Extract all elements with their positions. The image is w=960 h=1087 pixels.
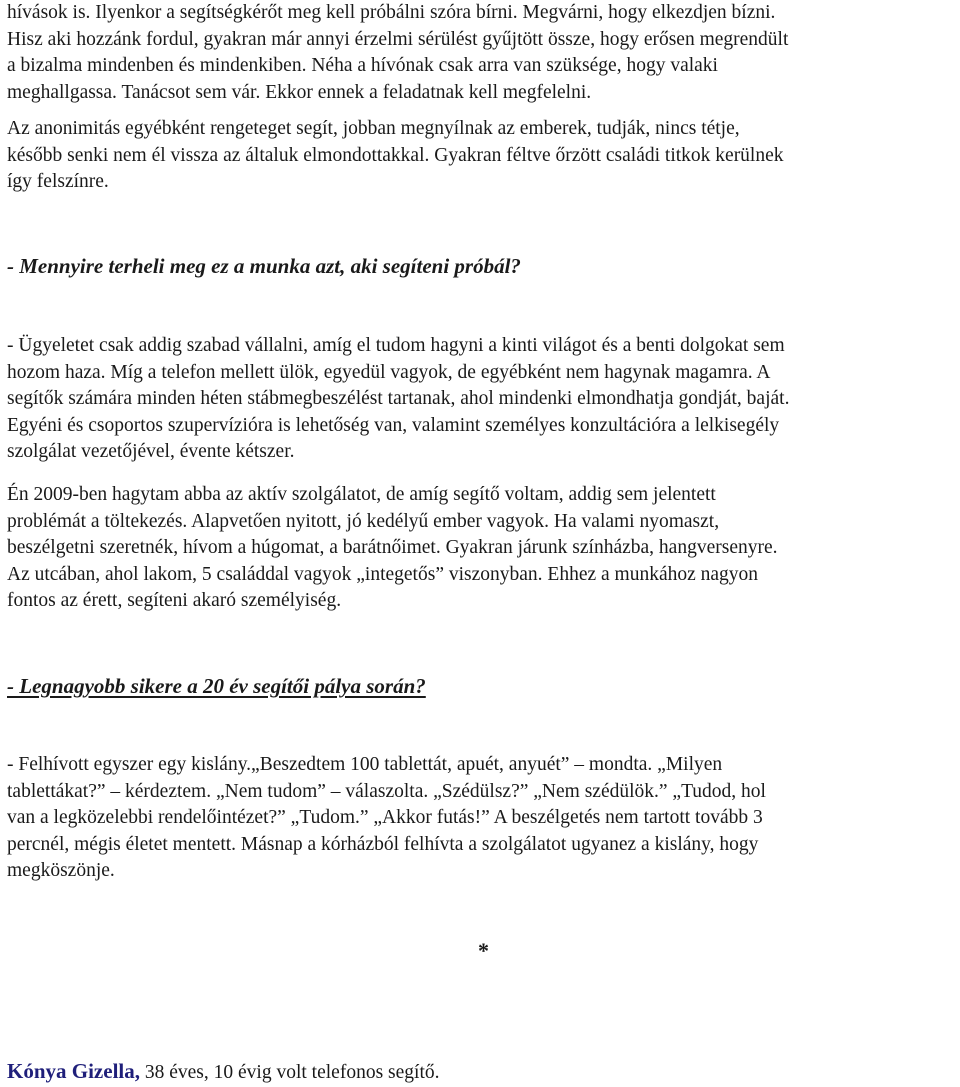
author-signature [7,1058,440,1087]
text-line: problémát a töltekezés. Alapvetően nyitott, jó kedélyű ember vagyok. Ha valami nyomaszt, [7,510,720,532]
section-separator: * [478,938,489,963]
paragraph-anonymity [7,116,784,196]
text-line: később senki nem él vissza az általuk elmondottakkal. Gyakran féltve őrzött családi titkok kerülnek [7,144,784,166]
text-line: szolgálat vezetőjével, évente kétszer. [7,441,295,462]
text-line: Egyéni és csoportos szupervízióra is lehetőség van, valamint személyes konzultációra a lelkisegély [7,414,780,436]
text-line: beszélgetni szeretnék, hívom a húgomat, a barátnőimet. Gyakran járunk színházba, hangversenyre. [7,537,778,558]
text-line: Hisz aki hozzánk fordul, gyakran már annyi érzelmi sérülést gyűjtött össze, hogy erősen megrendült [7,28,789,50]
text-line: hívások is. Ilyenkor a segítségkérőt meg kell próbálni szóra bírni. Megvárni, hogy elkezdjen bízni. [7,2,776,23]
text-line: hozom haza. Míg a telefon mellett ülök, egyedül vagyok, de egyébként nem hagynak magamra. A [7,361,771,383]
interview-question-1: - Mennyire terheli meg ez a munka azt, aki segíteni próbál? [7,254,521,278]
text-line: tablettákat?” – kérdeztem. „Nem tudom” – válaszolta. „Szédülsz?” „Nem szédülök.” „Tudod, hol [7,780,766,802]
text-line: van a legközelebbi rendelőintézet?” „Tudom.” „Akkor futás!” A beszélgetés nem tartott tovább 3 [7,807,763,828]
text-line: Az utcában, ahol lakom, 5 családdal vagyok „integetős” viszonyban. Ehhez a munkához nagyon [7,563,759,585]
text-line: - Ügyeletet csak addig szabad vállalni, amíg el tudom hagyni a kinti világot és a benti dolgokat sem [7,335,785,356]
text-line: segítők számára minden héten stábmegbeszélést tartanak, ahol mindenki elmondhatja gondját, baját. [7,388,790,409]
paragraph-answer-2 [7,752,766,885]
paragraph-answer-1 [7,333,789,466]
text-line: meghallgassa. Tanácsot sem vár. Ekkor ennek a feladatnak kell megfelelni. [7,81,592,103]
author-description: 38 éves, 10 évig volt telefonos segítő. [140,1062,440,1083]
paragraph-intro [7,0,788,106]
author-name: Kónya Gizella, [7,1059,140,1083]
text-line: percnél, mégis életet mentett. Másnap a kórházból felhívta a szolgálatot ugyanez a kislány, hogy [7,833,759,855]
text-line: a bizalma mindenben és mindenkiben. Néha a hívónak csak arra van szüksége, hogy valaki [7,55,718,76]
text-line: Az anonimitás egyébként rengeteget segít, jobban megnyílnak az emberek, tudják, nincs tétje, [7,118,740,139]
text-line: fontos az érett, segíteni akaró személyiség. [7,590,342,611]
text-line: megköszönje. [7,860,115,881]
paragraph-personal [7,482,778,615]
text-line: így felszínre. [7,171,109,192]
text-line: Én 2009-ben hagytam abba az aktív szolgálatot, de amíg segítő voltam, addig sem jelentett [7,484,716,505]
text-line: - Felhívott egyszer egy kislány.„Beszedtem 100 tablettát, apuét, anyuét” – mondta. „Milyen [7,754,723,775]
interview-question-2: - Legnagyobb sikere a 20 év segítői pálya során? [7,674,426,698]
